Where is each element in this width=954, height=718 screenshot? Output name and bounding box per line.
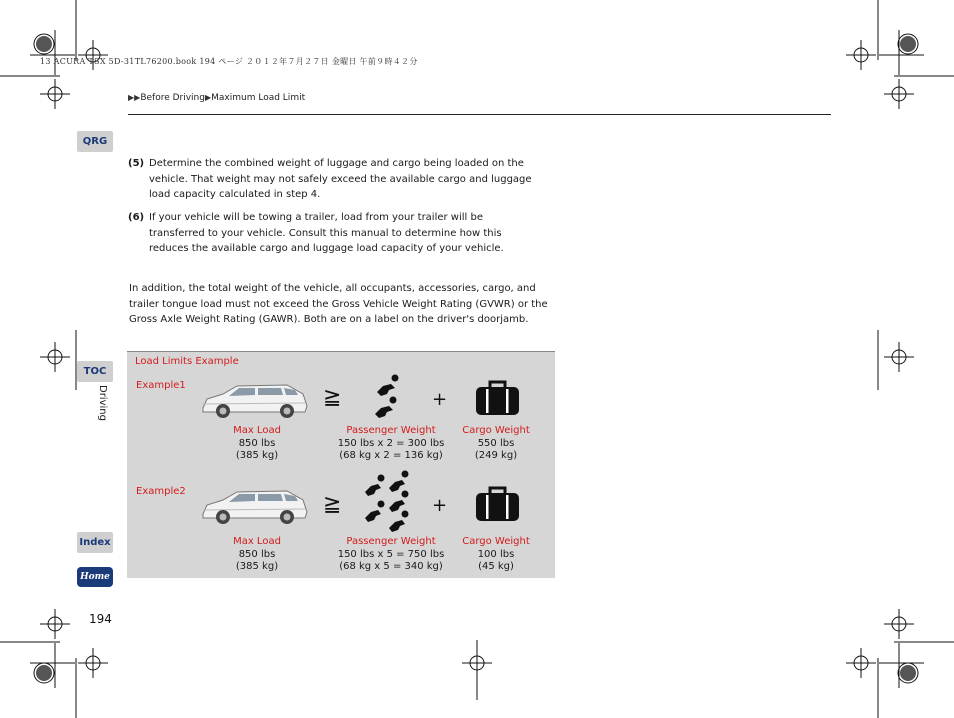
section-label: Driving xyxy=(97,385,108,421)
breadcrumb-before-driving[interactable]: Before Driving xyxy=(140,93,205,103)
header-rule xyxy=(128,114,831,115)
luggage-icon xyxy=(475,380,520,416)
luggage-icon xyxy=(475,486,520,522)
ex2-passenger-heading: Passenger Weight xyxy=(346,536,436,547)
ex2-passenger-lbs: 150 lbs x 5 = 750 lbs xyxy=(337,549,445,560)
toc-button[interactable]: TOC xyxy=(77,361,113,382)
ex2-cargo-heading: Cargo Weight xyxy=(462,536,530,547)
car-icon xyxy=(199,488,311,526)
ex2-passenger-kg: (68 kg x 5 = 340 kg) xyxy=(339,561,443,572)
ex1-passenger-heading: Passenger Weight xyxy=(346,425,436,436)
passenger-icons xyxy=(373,374,403,420)
ex1-max-load-kg: (385 kg) xyxy=(235,450,279,461)
step-6: (6) If your vehicle will be towing a trailer, load from your trailer will be transferred to your vehicle. Consult this manual to determine how this reduces the available cargo and luggage load capacity of your vehicle. xyxy=(128,212,504,254)
ex1-passenger-lbs: 150 lbs x 2 = 300 lbs xyxy=(337,438,445,449)
example2-label: Example2 xyxy=(136,486,186,497)
passenger-icons xyxy=(363,470,413,532)
step-5: (5) Determine the combined weight of luggage and cargo being loaded on the vehicle. That weight may not safely exceed the available cargo and luggage load capacity calculated in step 4. xyxy=(128,158,532,200)
ex1-cargo-lbs: 550 lbs xyxy=(477,438,515,449)
breadcrumb: ▶▶Before Driving▶Maximum Load Limit xyxy=(128,93,306,103)
example-box-title: Load Limits Example xyxy=(135,356,239,367)
car-icon xyxy=(199,382,311,420)
ex2-max-load-lbs: 850 lbs xyxy=(238,549,276,560)
example1-label: Example1 xyxy=(136,380,186,391)
home-button[interactable]: Home xyxy=(77,567,113,587)
geq-sign: ≧ xyxy=(323,385,342,410)
page-number: 194 xyxy=(89,612,112,626)
ex1-passenger-kg: (68 kg x 2 = 136 kg) xyxy=(339,450,443,461)
breadcrumb-maximum-load-limit[interactable]: Maximum Load Limit xyxy=(211,93,306,103)
ex1-cargo-heading: Cargo Weight xyxy=(462,425,530,436)
ex2-max-load-heading: Max Load xyxy=(233,536,281,547)
geq-sign: ≧ xyxy=(323,492,342,517)
ex1-cargo-kg: (249 kg) xyxy=(474,450,518,461)
ex2-cargo-lbs: 100 lbs xyxy=(477,549,515,560)
print-header: 13 ACURA TSX 5D-31TL76200.book 194 ページ ２０１２年７月２７日 金曜日 午前９時４２分 xyxy=(40,57,418,66)
ex1-max-load-heading: Max Load xyxy=(233,425,281,436)
plus-sign: + xyxy=(432,495,448,516)
plus-sign: + xyxy=(432,389,448,410)
ex2-max-load-kg: (385 kg) xyxy=(235,561,279,572)
qrg-button[interactable]: QRG xyxy=(77,131,113,152)
load-limits-example-box xyxy=(127,351,555,578)
ex2-cargo-kg: (45 kg) xyxy=(478,561,514,572)
index-button[interactable]: Index xyxy=(77,532,113,553)
gvwr-paragraph: In addition, the total weight of the vehicle, all occupants, accessories, cargo, and trailer tongue load must not exceed the Gross Vehicle Weight Rating (GVWR) or the Gross Axle Weight Rating (GAWR). Both are on a label on the driver's doorjamb. xyxy=(129,283,548,325)
ex1-max-load-lbs: 850 lbs xyxy=(238,438,276,449)
